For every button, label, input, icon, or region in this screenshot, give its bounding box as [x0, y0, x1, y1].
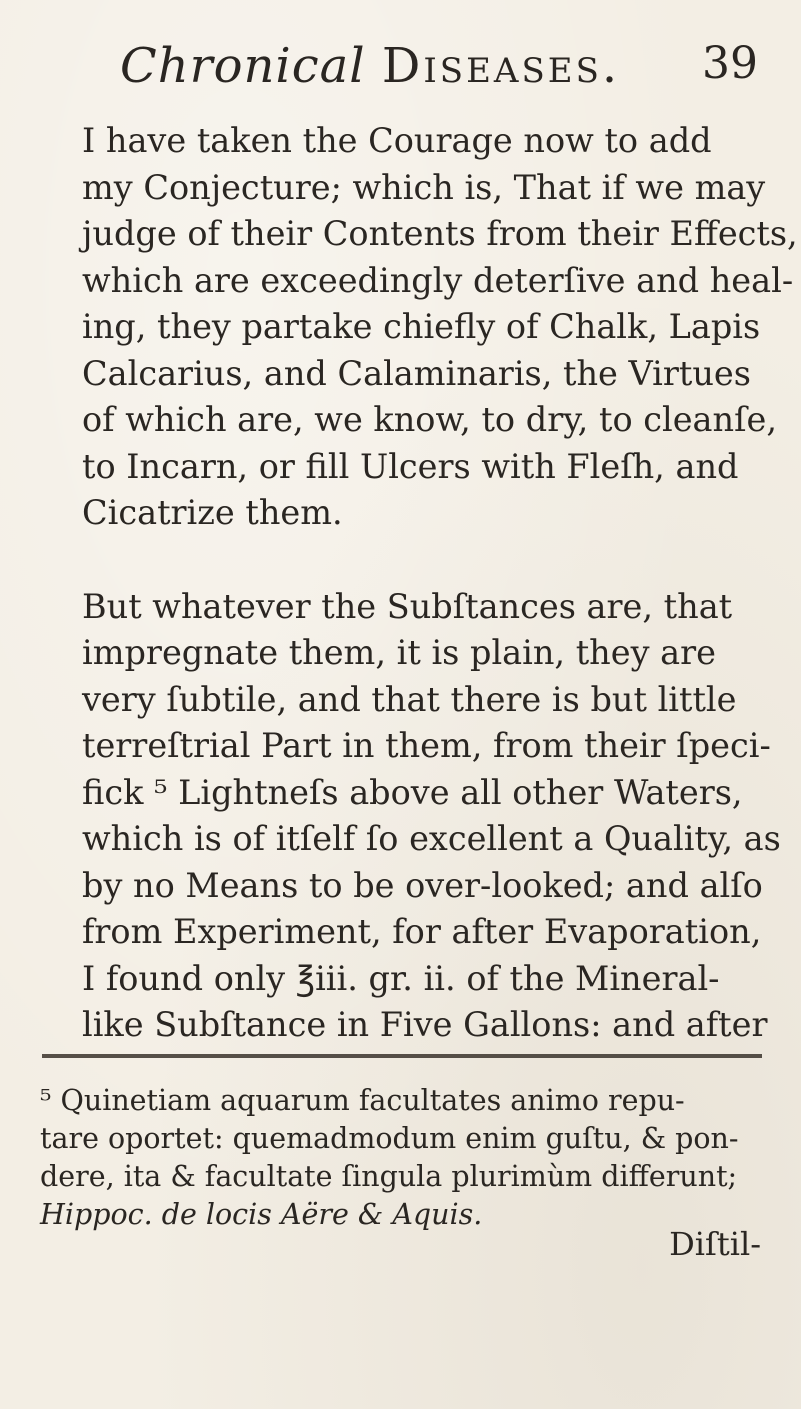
text-line: from Experiment, for after Evaporation,: [82, 912, 762, 951]
running-head-italic: Chronical: [120, 38, 366, 94]
text-line: impregnate them, it is plain, they are: [82, 633, 716, 672]
text-line: of which are, we know, to dry, to cleanſe,: [82, 400, 777, 439]
text-line: Calcarius, and Calaminaris, the Virtues: [82, 353, 751, 393]
body-text: [40, 118, 798, 1049]
page-number: 39: [702, 38, 758, 89]
text-line: which is of itſelf ſo excellent a Quality, as: [82, 819, 781, 858]
catchword: Diſtil-: [669, 1225, 761, 1263]
footnote-citation: Hippoc. de locis Aëre & Aquis.: [40, 1198, 483, 1231]
text-line: judge of their Contents from their Effects,: [82, 214, 798, 253]
footnote-line: tare oportet: quemadmodum enim guſtu, & pon-: [40, 1122, 739, 1155]
text-line: by no Means to be over-looked; and alſo: [82, 865, 763, 905]
text-line: I found only ℥iii. gr. ii. of the Mineral-: [82, 958, 720, 998]
text-line: I have taken the Courage now to add: [82, 121, 712, 160]
text-line: Cicatrize them.: [82, 493, 343, 532]
paragraph-1: [40, 118, 798, 537]
text-line: ing, they partake chiefly of Chalk, Lapis: [82, 307, 761, 346]
page-header: [120, 38, 760, 98]
footnote: [40, 1082, 765, 1234]
text-line: fick ⁵ Lightneſs above all other Waters,: [82, 772, 743, 812]
text-line: terreſtrial Part in them, from their ſpeci-: [82, 726, 771, 765]
text-line: which are exceedingly deterſive and heal-: [82, 260, 794, 300]
text-line: But whatever the Subſtances are, that: [82, 586, 733, 626]
text-line: my Conjecture; which is, That if we may: [82, 167, 766, 207]
footnote-rule: [42, 1054, 762, 1058]
running-head-caps: Diseases.: [381, 38, 621, 94]
footnote-line: dere, ita & facultate ſingula plurimùm differunt;: [40, 1160, 738, 1193]
running-head: [120, 38, 620, 94]
footnote-line: ⁵ Quinetiam aquarum facultates animo repu-: [40, 1084, 685, 1117]
text-line: to Incarn, or fill Ulcers with Fleſh, and: [82, 446, 739, 486]
paragraph-2: [40, 584, 781, 1049]
text-line: like Subſtance in Five Gallons: and after: [82, 1005, 768, 1044]
text-line: very ſubtile, and that there is but little: [82, 679, 737, 719]
